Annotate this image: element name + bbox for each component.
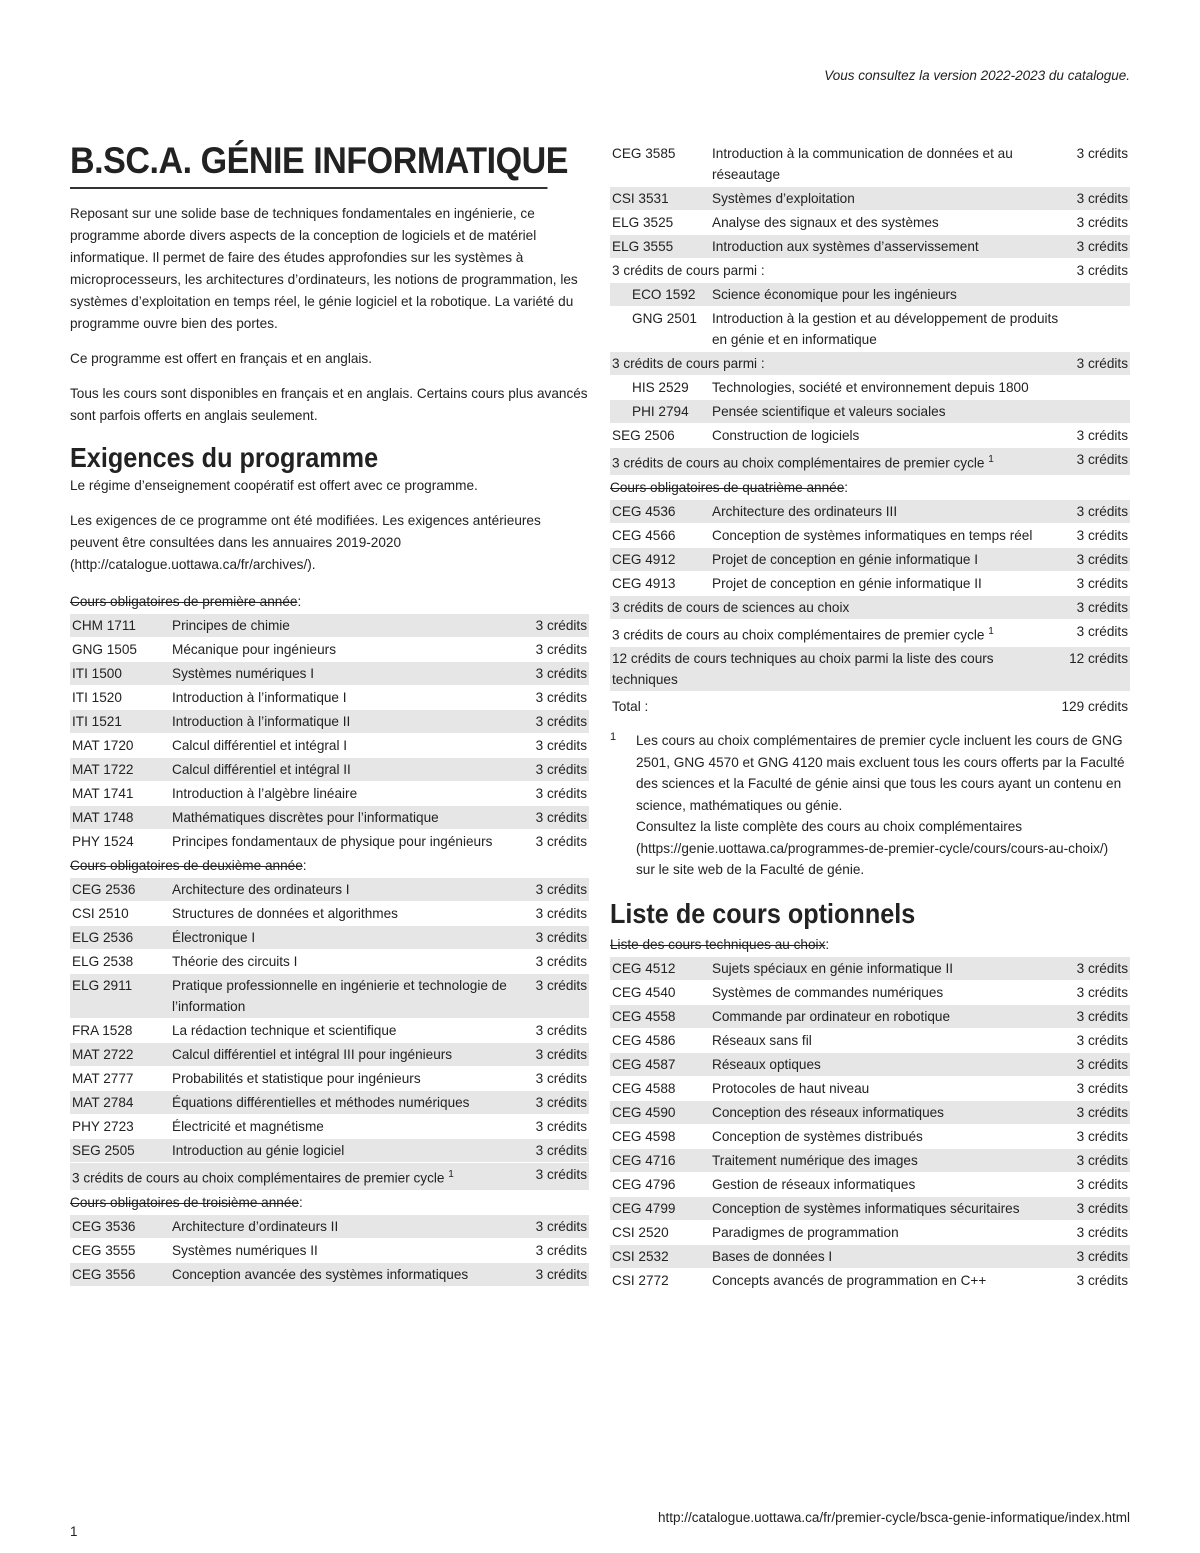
course-row xyxy=(70,710,589,734)
course-credits: 3 crédits xyxy=(1060,571,1131,595)
course-row xyxy=(70,950,589,974)
course-row xyxy=(70,1215,589,1239)
course-credits: 3 crédits xyxy=(1060,500,1131,524)
course-row xyxy=(70,974,589,1019)
course-title: Conception avancée des systèmes informatiques xyxy=(170,1262,523,1286)
course-row xyxy=(70,878,589,902)
course-code: CEG 4586 xyxy=(610,1028,710,1052)
course-title: Conception de systèmes informatiques sécuritaires xyxy=(710,1196,1064,1220)
course-code: CEG 3585 xyxy=(610,142,710,187)
course-title: Gestion de réseaux informatiques xyxy=(710,1172,1064,1196)
course-credits: 3 crédits xyxy=(523,782,589,806)
course-row xyxy=(70,1043,589,1067)
course-credits: 3 crédits xyxy=(523,1043,589,1067)
course-title: Électronique I xyxy=(170,926,523,950)
course-title: Électricité et magnétisme xyxy=(170,1115,523,1139)
requirements-heading: Exigences du programme xyxy=(70,442,379,473)
course-credits: 3 crédits xyxy=(523,1091,589,1115)
course-credits: 3 crédits xyxy=(1064,1148,1130,1172)
course-code: PHY 2723 xyxy=(70,1115,170,1139)
footer-url[interactable]: http://catalogue.uottawa.ca/fr/premier-cycle/bsca-genie-informatique/index.html xyxy=(658,1510,1130,1525)
right-column xyxy=(610,142,1130,1293)
technical-electives-subheading: Liste des cours techniques au choix: xyxy=(610,936,830,952)
course-credits: 3 crédits xyxy=(523,878,589,902)
course-code: CEG 4796 xyxy=(610,1172,710,1196)
course-credits: 3 crédits xyxy=(1064,957,1130,981)
course-row xyxy=(610,957,1130,981)
course-credits: 3 crédits xyxy=(1064,187,1130,211)
course-title: Traitement numérique des images xyxy=(710,1148,1064,1172)
course-credits: 3 crédits xyxy=(523,926,589,950)
year2-elective-row: 3 crédits de cours au choix complémentaires de premier cycle $^1$ 3 crédits xyxy=(70,1163,589,1191)
course-credits: 3 crédits xyxy=(523,902,589,926)
course-title: Théorie des circuits I xyxy=(170,950,523,974)
footnote-text: Les cours au choix complémentaires de premier cycle incluent les cours de GNG 2501, GNG 4570 et GNG 4120 mais excluent tous les cours offerts par la Faculté des sciences et la Faculté de génie ainsi que tous les cours ayant un contenu en science, mathématiques ou génie. xyxy=(636,733,1125,813)
course-title: Introduction à la communication de données et au réseautage xyxy=(710,142,1064,187)
year1-table xyxy=(70,614,589,854)
course-title: Projet de conception en génie informatique II xyxy=(710,571,1060,595)
course-row xyxy=(610,980,1130,1004)
course-credits: 3 crédits xyxy=(1064,1244,1130,1268)
year3-elective-row: 3 crédits de cours au choix complémentaires de premier cycle $^1$ 3 crédits xyxy=(610,448,1130,476)
course-row xyxy=(610,1076,1130,1100)
course-row xyxy=(610,187,1130,211)
course-credits: 3 crédits xyxy=(1064,142,1130,187)
availability-paragraph: Tous les cours sont disponibles en français et en anglais. Certains cours plus avancés sont parfois offerts en anglais seulement. xyxy=(70,386,588,423)
optional-courses-table xyxy=(610,957,1130,1293)
course-credits: 3 crédits xyxy=(523,950,589,974)
footnote xyxy=(610,730,1130,881)
course-credits: 3 crédits xyxy=(523,710,589,734)
course-row xyxy=(70,1238,589,1262)
footnote-mark: 1 xyxy=(610,731,617,744)
course-title: Principes fondamentaux de physique pour ingénieurs xyxy=(170,830,523,854)
course-credits: 3 crédits xyxy=(1064,1028,1130,1052)
course-code: CEG 3536 xyxy=(70,1215,170,1239)
left-column xyxy=(70,138,589,1287)
course-code: CHM 1711 xyxy=(70,614,170,638)
course-title: Principes de chimie xyxy=(170,614,523,638)
course-title: Conception de systèmes distribués xyxy=(710,1124,1064,1148)
course-code: CEG 4588 xyxy=(610,1076,710,1100)
course-row xyxy=(70,1019,589,1043)
course-credits: 3 crédits xyxy=(1064,211,1130,235)
course-code: MAT 1722 xyxy=(70,758,170,782)
course-credits: 3 crédits xyxy=(1064,980,1130,1004)
course-row xyxy=(70,1115,589,1139)
course-title: Sujets spéciaux en génie informatique II xyxy=(710,957,1064,981)
course-title: Pratique professionnelle en ingénierie et technologie de l’information xyxy=(170,974,523,1019)
course-row xyxy=(610,1028,1130,1052)
course-row xyxy=(610,1196,1130,1220)
course-row xyxy=(70,926,589,950)
course-title: Introduction à l’informatique II xyxy=(170,710,523,734)
course-title: Introduction au génie logiciel xyxy=(170,1139,523,1163)
course-title: Introduction aux systèmes d’asservissement xyxy=(710,235,1064,259)
course-code: FRA 1528 xyxy=(70,1019,170,1043)
modified-requirements-paragraph: Les exigences de ce programme ont été modifiées. Les exigences antérieures peuvent être consultées dans les annuaires 2019-2020 (http://catalogue.uottawa.ca/fr/archives/). xyxy=(70,513,541,572)
course-code: MAT 1741 xyxy=(70,782,170,806)
course-row xyxy=(70,1139,589,1163)
course-credits: 3 crédits xyxy=(1064,1076,1130,1100)
course-title: La rédaction technique et scientifique xyxy=(170,1019,523,1043)
course-credits: 3 crédits xyxy=(523,1238,589,1262)
course-code: SEG 2505 xyxy=(70,1139,170,1163)
course-code: CEG 4536 xyxy=(610,500,710,524)
year4-elective-row: 3 crédits de cours au choix complémentaires de premier cycle $^1$ 3 crédits xyxy=(610,619,1130,647)
course-row xyxy=(610,1244,1130,1268)
year3-table-right xyxy=(610,142,1130,476)
total-row: Total : 129 crédits xyxy=(610,692,1130,719)
course-code: ELG 3555 xyxy=(610,235,710,259)
science-elective-row: 3 crédits de cours de sciences au choix 3 crédits xyxy=(610,595,1130,619)
course-credits: 3 crédits xyxy=(523,1115,589,1139)
course-credits: 3 crédits xyxy=(523,686,589,710)
course-title: Réseaux optiques xyxy=(710,1052,1064,1076)
course-row xyxy=(610,571,1130,595)
language-paragraph: Ce programme est offert en français et en anglais. xyxy=(70,351,372,366)
course-title: Projet de conception en génie informatique I xyxy=(710,547,1060,571)
course-title: Concepts avancés de programmation en C++ xyxy=(710,1268,1064,1292)
course-code: CEG 4912 xyxy=(610,547,710,571)
course-row xyxy=(610,547,1130,571)
course-row xyxy=(610,1100,1130,1124)
course-credits: 3 crédits xyxy=(523,974,589,1019)
course-row xyxy=(70,1067,589,1091)
course-credits: 3 crédits xyxy=(1064,1004,1130,1028)
course-title: Systèmes numériques I xyxy=(170,662,523,686)
course-row xyxy=(610,1052,1130,1076)
course-code: CSI 2510 xyxy=(70,902,170,926)
course-credits: 3 crédits xyxy=(523,806,589,830)
course-credits: 3 crédits xyxy=(523,614,589,638)
course-row xyxy=(610,235,1130,259)
course-code: MAT 2722 xyxy=(70,1043,170,1067)
choice1-option: ECO 1592 Science économique pour les ingénieurs xyxy=(610,283,1130,307)
course-row xyxy=(610,523,1130,547)
course-row xyxy=(610,1148,1130,1172)
choice2-option: PHI 2794 Pensée scientifique et valeurs sociales xyxy=(610,400,1130,424)
course-credits: 3 crédits xyxy=(523,638,589,662)
course-row xyxy=(610,500,1130,524)
course-title: Mathématiques discrètes pour l’informatique xyxy=(170,806,523,830)
course-title: Réseaux sans fil xyxy=(710,1028,1064,1052)
course-code: ELG 2911 xyxy=(70,974,170,1019)
coop-paragraph: Le régime d’enseignement coopératif est offert avec ce programme. xyxy=(70,478,478,493)
course-credits: 3 crédits xyxy=(523,1262,589,1286)
choice2-option: HIS 2529 Technologies, société et environnement depuis 1800 xyxy=(610,376,1130,400)
course-row xyxy=(70,1091,589,1115)
course-code: MAT 1720 xyxy=(70,734,170,758)
course-credits: 3 crédits xyxy=(523,1019,589,1043)
course-code: ELG 2538 xyxy=(70,950,170,974)
course-title: Probabilités et statistique pour ingénieurs xyxy=(170,1067,523,1091)
course-credits: 3 crédits xyxy=(1064,1196,1130,1220)
course-title: Bases de données I xyxy=(710,1244,1064,1268)
course-credits: 3 crédits xyxy=(523,1139,589,1163)
course-row: SEG 2506 Construction de logiciels 3 crédits xyxy=(610,424,1130,448)
course-title: Conception de systèmes informatiques en temps réel xyxy=(710,523,1060,547)
course-credits: 3 crédits xyxy=(1064,235,1130,259)
course-credits: 3 crédits xyxy=(1064,1052,1130,1076)
course-code: ITI 1500 xyxy=(70,662,170,686)
course-code: CSI 2532 xyxy=(610,1244,710,1268)
course-row xyxy=(610,1268,1130,1292)
course-code: ELG 2536 xyxy=(70,926,170,950)
course-code: CEG 4558 xyxy=(610,1004,710,1028)
course-code: CEG 3555 xyxy=(70,1238,170,1262)
course-title: Introduction à l’algèbre linéaire xyxy=(170,782,523,806)
course-code: CEG 4716 xyxy=(610,1148,710,1172)
course-row xyxy=(610,1172,1130,1196)
course-row xyxy=(70,902,589,926)
course-code: ITI 1521 xyxy=(70,710,170,734)
course-code: CSI 2520 xyxy=(610,1220,710,1244)
course-title: Systèmes de commandes numériques xyxy=(710,980,1064,1004)
course-row xyxy=(70,806,589,830)
course-row xyxy=(610,142,1130,187)
course-code: MAT 1748 xyxy=(70,806,170,830)
course-row xyxy=(70,638,589,662)
catalogue-version-note: Vous consultez la version 2022-2023 du catalogue. xyxy=(824,68,1130,83)
intro-paragraph: Reposant sur une solide base de techniques fondamentales en ingénierie, ce programme aborde divers aspects de la conception de logiciels et de matériel informatique. Il permet de faire des études approfondies sur les systèmes à microprocesseurs, les architectures d’ordinateurs, les notions de programmation, les systèmes d’exploitation en temps réel, le génie logiciel et la robotique. La variété du programme ouvre bien des portes. xyxy=(70,206,578,331)
page-title: B.SC.A. GÉNIE INFORMATIQUE xyxy=(70,138,547,189)
course-row xyxy=(70,1262,589,1286)
course-title: Introduction à l’informatique I xyxy=(170,686,523,710)
course-row xyxy=(70,830,589,854)
year2-table xyxy=(70,878,589,1191)
course-title: Commande par ordinateur en robotique xyxy=(710,1004,1064,1028)
course-title: Architecture des ordinateurs I xyxy=(170,878,523,902)
course-title: Systèmes d’exploitation xyxy=(710,187,1064,211)
course-code: MAT 2784 xyxy=(70,1091,170,1115)
course-code: CEG 4587 xyxy=(610,1052,710,1076)
course-credits: 3 crédits xyxy=(1064,1172,1130,1196)
course-credits: 3 crédits xyxy=(523,662,589,686)
course-row xyxy=(70,758,589,782)
course-code: CEG 4590 xyxy=(610,1100,710,1124)
course-code: CEG 4799 xyxy=(610,1196,710,1220)
year3-heading: Cours obligatoires de troisième année: xyxy=(70,1194,303,1210)
course-credits: 3 crédits xyxy=(523,758,589,782)
course-row xyxy=(70,734,589,758)
course-title: Calcul différentiel et intégral III pour ingénieurs xyxy=(170,1043,523,1067)
course-code: CEG 4598 xyxy=(610,1124,710,1148)
course-credits: 3 crédits xyxy=(1064,1268,1130,1292)
course-code: ELG 3525 xyxy=(610,211,710,235)
course-code: CSI 2772 xyxy=(610,1268,710,1292)
course-code: CEG 4540 xyxy=(610,980,710,1004)
course-row xyxy=(610,1220,1130,1244)
technical-elective-row: 12 crédits de cours techniques au choix parmi la liste des cours techniques 12 crédits xyxy=(610,647,1130,692)
course-credits: 3 crédits xyxy=(523,830,589,854)
course-credits: 3 crédits xyxy=(1064,1100,1130,1124)
course-credits: 3 crédits xyxy=(523,1067,589,1091)
course-title: Calcul différentiel et intégral I xyxy=(170,734,523,758)
course-credits: 3 crédits xyxy=(1060,523,1131,547)
course-code: PHY 1524 xyxy=(70,830,170,854)
year1-heading: Cours obligatoires de première année: xyxy=(70,594,302,609)
course-code: ITI 1520 xyxy=(70,686,170,710)
course-title: Calcul différentiel et intégral II xyxy=(170,758,523,782)
year3-table-left xyxy=(70,1215,589,1287)
year2-heading: Cours obligatoires de deuxième année: xyxy=(70,858,307,873)
course-title: Systèmes numériques II xyxy=(170,1238,523,1262)
course-code: CSI 3531 xyxy=(610,187,710,211)
course-title: Architecture d’ordinateurs II xyxy=(170,1215,523,1239)
course-row xyxy=(70,686,589,710)
course-row xyxy=(610,1124,1130,1148)
course-title: Équations différentielles et méthodes numériques xyxy=(170,1091,523,1115)
page-number: 1 xyxy=(70,1524,78,1539)
course-row xyxy=(610,1004,1130,1028)
optional-courses-heading: Liste de cours optionnels xyxy=(610,897,916,929)
course-code: CEG 4512 xyxy=(610,957,710,981)
course-code: GNG 1505 xyxy=(70,638,170,662)
course-code: CEG 4566 xyxy=(610,523,710,547)
choice1-row: 3 crédits de cours parmi : 3 crédits xyxy=(610,259,1130,283)
course-code: CEG 2536 xyxy=(70,878,170,902)
course-code: CEG 4913 xyxy=(610,571,710,595)
course-title: Architecture des ordinateurs III xyxy=(710,500,1060,524)
course-code: CEG 3556 xyxy=(70,1262,170,1286)
course-credits: 3 crédits xyxy=(1064,1124,1130,1148)
year4-heading: Cours obligatoires de quatrième année: xyxy=(610,479,849,495)
course-row xyxy=(70,662,589,686)
course-code: MAT 2777 xyxy=(70,1067,170,1091)
course-title: Conception des réseaux informatiques xyxy=(710,1100,1064,1124)
year4-table xyxy=(610,500,1130,719)
course-title: Mécanique pour ingénieurs xyxy=(170,638,523,662)
course-credits: 3 crédits xyxy=(523,734,589,758)
course-title: Analyse des signaux et des systèmes xyxy=(710,211,1064,235)
course-title: Protocoles de haut niveau xyxy=(710,1076,1064,1100)
choice2-row: 3 crédits de cours parmi : 3 crédits xyxy=(610,352,1130,376)
course-credits: 3 crédits xyxy=(1060,547,1131,571)
course-row xyxy=(610,211,1130,235)
course-title: Paradigmes de programmation xyxy=(710,1220,1064,1244)
course-row xyxy=(70,782,589,806)
course-title: Structures de données et algorithmes xyxy=(170,902,523,926)
course-row xyxy=(70,614,589,638)
course-credits: 3 crédits xyxy=(1064,1220,1130,1244)
choice1-option: GNG 2501 Introduction à la gestion et au développement de produits en génie et en informatique xyxy=(610,307,1130,352)
footnote-link-text[interactable]: Consultez la liste complète des cours au choix complémentaires (https://genie.uottawa.ca/programmes-de-premier-cycle/cours/cours-au-choix/) sur le site web de la Faculté de génie. xyxy=(636,819,1109,878)
course-credits: 3 crédits xyxy=(523,1215,589,1239)
